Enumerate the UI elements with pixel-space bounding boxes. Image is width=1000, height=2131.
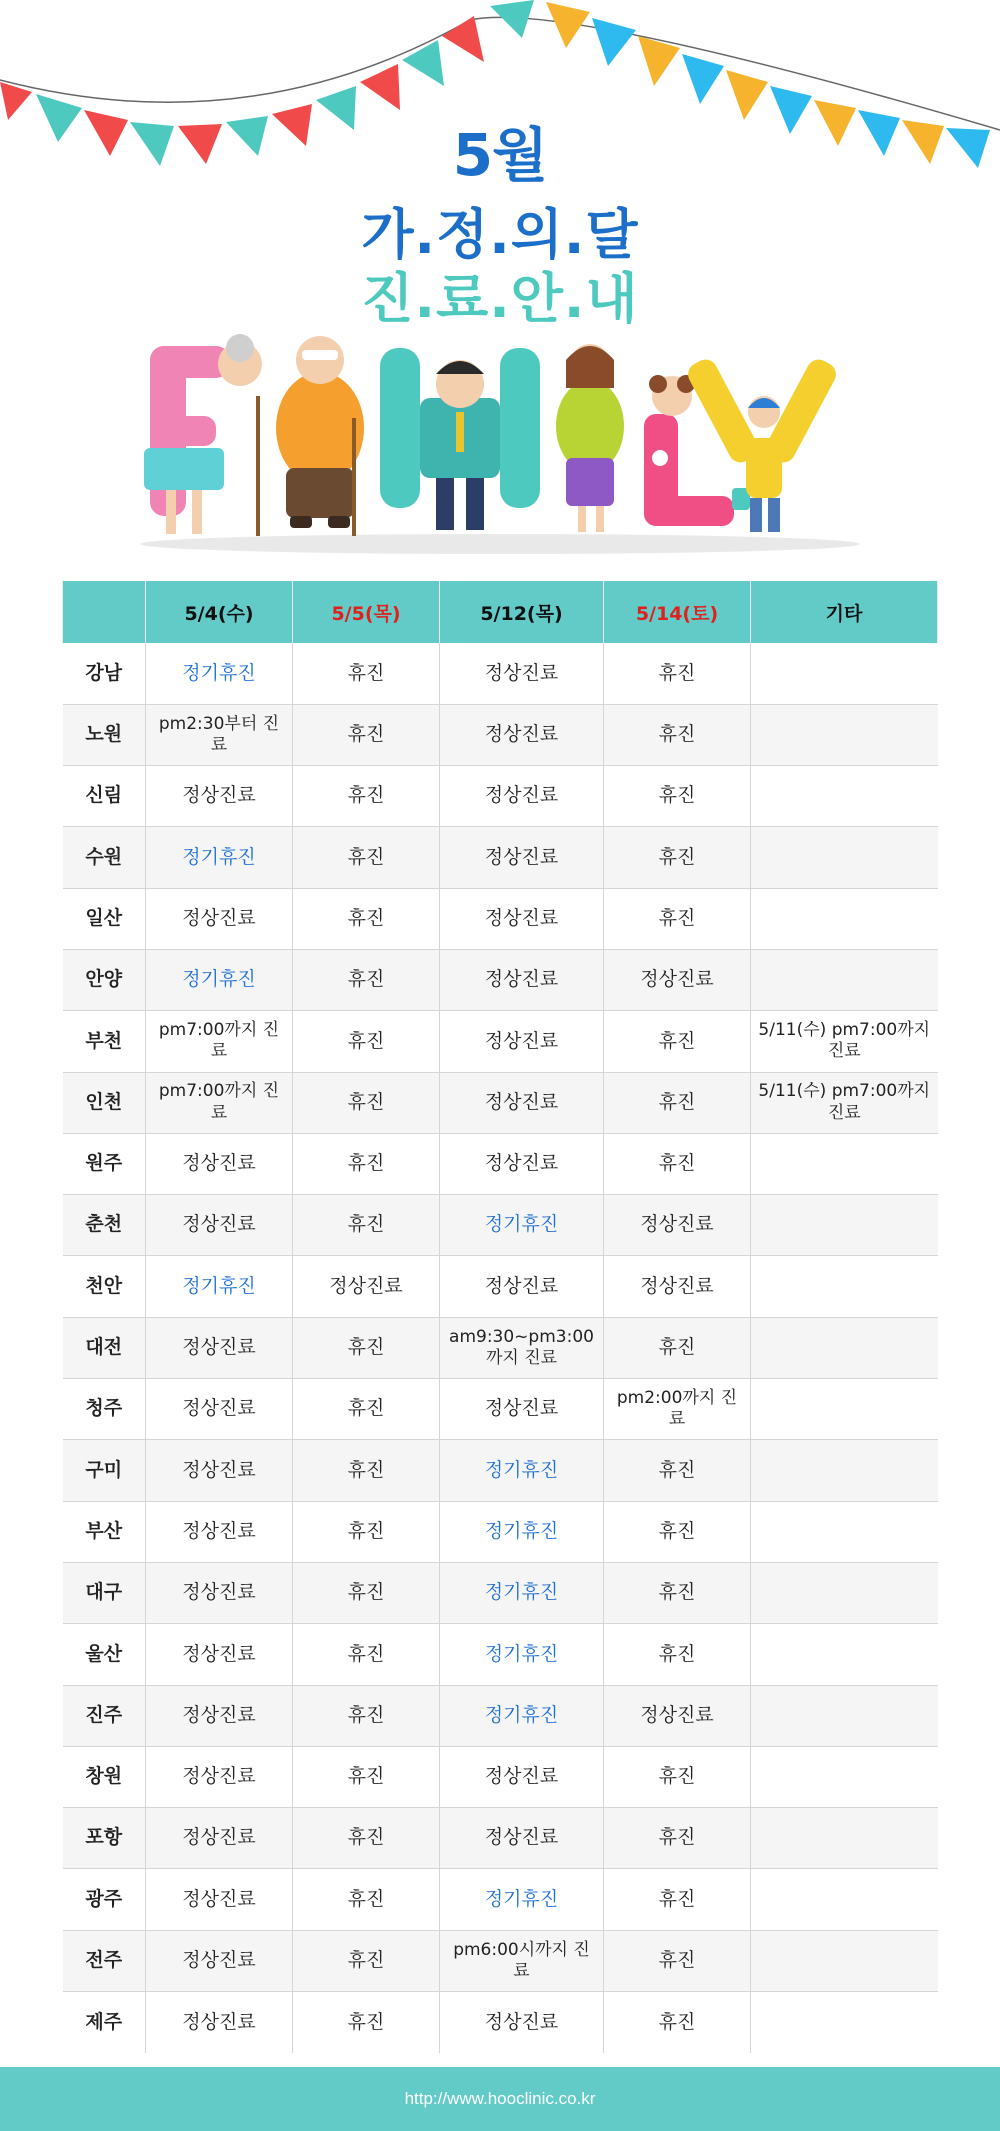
schedule-cell: 휴진 [604, 1072, 751, 1133]
schedule-cell [751, 1317, 938, 1378]
branch-name-cell: 부산 [63, 1501, 146, 1562]
family-illustration [120, 318, 880, 558]
table-row [63, 949, 938, 1010]
table-row [63, 1133, 938, 1194]
branch-name-cell: 울산 [63, 1624, 146, 1685]
title-clinic-notice: 진.료.안.내 [361, 267, 639, 330]
table-row [63, 1685, 938, 1746]
schedule-cell: 정기휴진 [440, 1624, 604, 1685]
schedule-cell: 정기휴진 [146, 827, 293, 888]
schedule-cell: 정상진료 [440, 1379, 604, 1440]
schedule-cell: am9:30~pm3:00 까지 진료 [440, 1317, 604, 1378]
schedule-cell: 휴진 [293, 1011, 440, 1072]
schedule-cell: 정상진료 [146, 1992, 293, 2053]
schedule-cell: 정상진료 [440, 704, 604, 765]
schedule-cell: 휴진 [293, 1379, 440, 1440]
table-row [63, 643, 938, 704]
schedule-cell [751, 1501, 938, 1562]
schedule-cell: 휴진 [604, 1440, 751, 1501]
header-date-0512: 5/12(목) [440, 581, 604, 643]
schedule-cell: 정상진료 [146, 1195, 293, 1256]
schedule-cell: 정상진료 [146, 1501, 293, 1562]
table-header-row [63, 581, 938, 643]
schedule-cell: 휴진 [293, 1317, 440, 1378]
schedule-cell: pm7:00까지 진료 [146, 1011, 293, 1072]
schedule-cell: 휴진 [293, 1930, 440, 1991]
schedule-cell: 휴진 [293, 1808, 440, 1869]
schedule-cell: 휴진 [604, 1930, 751, 1991]
schedule-cell: 휴진 [604, 827, 751, 888]
schedule-cell: 정상진료 [146, 1440, 293, 1501]
schedule-cell: 휴진 [604, 1808, 751, 1869]
schedule-cell: 정상진료 [604, 949, 751, 1010]
schedule-cell: 휴진 [604, 1562, 751, 1623]
schedule-cell: 정상진료 [604, 1195, 751, 1256]
branch-name-cell: 구미 [63, 1440, 146, 1501]
schedule-cell: 정상진료 [440, 1808, 604, 1869]
header-etc: 기타 [751, 581, 938, 643]
branch-name-cell: 대전 [63, 1317, 146, 1378]
schedule-cell: 정상진료 [440, 1746, 604, 1807]
website-link[interactable]: http://www.hooclinic.co.kr [404, 2089, 596, 2108]
schedule-cell: 정상진료 [146, 1624, 293, 1685]
branch-name-cell: 대구 [63, 1562, 146, 1623]
schedule-cell: 휴진 [293, 643, 440, 704]
branch-name-cell: 일산 [63, 888, 146, 949]
schedule-cell: 휴진 [604, 1011, 751, 1072]
schedule-cell: 휴진 [293, 704, 440, 765]
schedule-cell: 정기휴진 [440, 1562, 604, 1623]
branch-name-cell: 원주 [63, 1133, 146, 1194]
schedule-cell: 정상진료 [146, 1562, 293, 1623]
schedule-cell: pm6:00시까지 진료 [440, 1930, 604, 1991]
schedule-cell: 정상진료 [440, 643, 604, 704]
table-row [63, 1256, 938, 1317]
schedule-cell [751, 1992, 938, 2053]
schedule-cell: pm2:00까지 진료 [604, 1379, 751, 1440]
header-date-0505: 5/5(목) [293, 581, 440, 643]
schedule-cell: 휴진 [293, 1746, 440, 1807]
table-row [63, 1562, 938, 1623]
schedule-cell [751, 1685, 938, 1746]
table-row [63, 1379, 938, 1440]
header-branch [63, 581, 146, 643]
schedule-cell: 정상진료 [604, 1685, 751, 1746]
table-row [63, 1746, 938, 1807]
schedule-cell [751, 1930, 938, 1991]
branch-name-cell: 수원 [63, 827, 146, 888]
branch-name-cell: 부천 [63, 1011, 146, 1072]
schedule-cell: 정상진료 [440, 827, 604, 888]
schedule-cell [751, 704, 938, 765]
title-family-month: 가.정.의.달 [361, 203, 639, 266]
schedule-cell: 정상진료 [146, 766, 293, 827]
branch-name-cell: 광주 [63, 1869, 146, 1930]
branch-name-cell: 안양 [63, 949, 146, 1010]
schedule-cell: 정상진료 [440, 1011, 604, 1072]
schedule-cell: 휴진 [293, 1072, 440, 1133]
schedule-cell: 휴진 [293, 1685, 440, 1746]
schedule-cell [751, 1379, 938, 1440]
schedule-cell [751, 1624, 938, 1685]
table-row [63, 1317, 938, 1378]
schedule-cell: 정상진료 [146, 1133, 293, 1194]
schedule-cell: 휴진 [293, 1195, 440, 1256]
table-row [63, 1930, 938, 1991]
table-row [63, 1501, 938, 1562]
schedule-cell: 정상진료 [146, 1317, 293, 1378]
schedule-cell: pm2:30부터 진료 [146, 704, 293, 765]
branch-name-cell: 노원 [63, 704, 146, 765]
schedule-cell: 휴진 [293, 949, 440, 1010]
branch-name-cell: 창원 [63, 1746, 146, 1807]
branch-name-cell: 천안 [63, 1256, 146, 1317]
table-row [63, 1440, 938, 1501]
schedule-cell: 정상진료 [440, 1256, 604, 1317]
schedule-cell: 휴진 [293, 1440, 440, 1501]
schedule-cell: 정기휴진 [440, 1195, 604, 1256]
table-row [63, 827, 938, 888]
schedule-cell: 정기휴진 [440, 1869, 604, 1930]
branch-name-cell: 포항 [63, 1808, 146, 1869]
branch-name-cell: 전주 [63, 1930, 146, 1991]
schedule-cell: 정상진료 [604, 1256, 751, 1317]
branch-name-cell: 강남 [63, 643, 146, 704]
schedule-cell [751, 1869, 938, 1930]
schedule-cell: 휴진 [293, 766, 440, 827]
schedule-cell [751, 1256, 938, 1317]
schedule-cell: 정상진료 [146, 1869, 293, 1930]
branch-name-cell: 춘천 [63, 1195, 146, 1256]
schedule-cell: 휴진 [604, 766, 751, 827]
schedule-cell: 정상진료 [440, 1133, 604, 1194]
schedule-cell: 휴진 [604, 1133, 751, 1194]
schedule-cell: 휴진 [293, 1562, 440, 1623]
schedule-cell: 휴진 [604, 1992, 751, 2053]
schedule-cell [751, 827, 938, 888]
schedule-cell [751, 949, 938, 1010]
branch-name-cell: 인천 [63, 1072, 146, 1133]
schedule-cell: 정상진료 [146, 1746, 293, 1807]
schedule-cell: 휴진 [293, 1501, 440, 1562]
table-row [63, 766, 938, 827]
schedule-cell: 정상진료 [146, 1808, 293, 1869]
schedule-cell: 휴진 [604, 643, 751, 704]
schedule-cell: 휴진 [293, 1133, 440, 1194]
schedule-cell: 정기휴진 [146, 949, 293, 1010]
schedule-cell [751, 1440, 938, 1501]
schedule-cell [751, 1746, 938, 1807]
schedule-cell [751, 766, 938, 827]
schedule-cell: 정기휴진 [440, 1501, 604, 1562]
schedule-cell: 정기휴진 [440, 1685, 604, 1746]
schedule-cell: 정상진료 [146, 1379, 293, 1440]
schedule-cell: 정상진료 [440, 1992, 604, 2053]
schedule-cell: 휴진 [293, 827, 440, 888]
table-row [63, 1072, 938, 1133]
schedule-cell: 휴진 [604, 704, 751, 765]
table-row [63, 1624, 938, 1685]
schedule-cell: 정상진료 [146, 888, 293, 949]
schedule-cell: pm7:00까지 진료 [146, 1072, 293, 1133]
clinic-schedule-table [62, 581, 938, 2053]
schedule-cell: 정상진료 [440, 888, 604, 949]
schedule-cell: 정기휴진 [440, 1440, 604, 1501]
schedule-cell: 5/11(수) pm7:00까지 진료 [751, 1072, 938, 1133]
branch-name-cell: 청주 [63, 1379, 146, 1440]
footer-bar [0, 2067, 1000, 2131]
schedule-cell: 정상진료 [293, 1256, 440, 1317]
schedule-cell [751, 643, 938, 704]
schedule-cell: 정상진료 [146, 1685, 293, 1746]
schedule-cell [751, 1808, 938, 1869]
schedule-cell: 휴진 [293, 888, 440, 949]
branch-name-cell: 제주 [85, 2010, 123, 2033]
table-row [63, 1011, 938, 1072]
table-row [63, 1808, 938, 1869]
schedule-cell: 정상진료 [440, 766, 604, 827]
schedule-cell: 정상진료 [440, 1072, 604, 1133]
schedule-cell: 정상진료 [146, 1930, 293, 1991]
schedule-cell [751, 1133, 938, 1194]
schedule-cell: 정기휴진 [146, 643, 293, 704]
schedule-cell: 5/11(수) pm7:00까지 진료 [751, 1011, 938, 1072]
schedule-cell: 휴진 [604, 1624, 751, 1685]
schedule-cell [751, 1195, 938, 1256]
schedule-cell: 휴진 [604, 1317, 751, 1378]
schedule-cell: 휴진 [293, 1992, 440, 2053]
schedule-cell: 휴진 [604, 1869, 751, 1930]
table-row [63, 1992, 938, 2053]
schedule-cell [751, 1562, 938, 1623]
schedule-cell: 휴진 [293, 1869, 440, 1930]
schedule-cell [751, 888, 938, 949]
branch-name-cell: 진주 [63, 1685, 146, 1746]
schedule-cell: 휴진 [604, 1746, 751, 1807]
header-date-0504: 5/4(수) [146, 581, 293, 643]
table-row [63, 888, 938, 949]
schedule-cell: 정상진료 [440, 949, 604, 1010]
schedule-cell: 휴진 [604, 1501, 751, 1562]
table-row [63, 1869, 938, 1930]
schedule-cell: 휴진 [293, 1624, 440, 1685]
month-title: 5월 [452, 121, 548, 189]
table-row [63, 704, 938, 765]
branch-name-cell: 신림 [63, 766, 146, 827]
header-banner [0, 0, 1000, 560]
header-date-0514: 5/14(토) [604, 581, 751, 643]
schedule-cell: 정기휴진 [146, 1256, 293, 1317]
schedule-cell: 휴진 [604, 888, 751, 949]
table-row [63, 1195, 938, 1256]
